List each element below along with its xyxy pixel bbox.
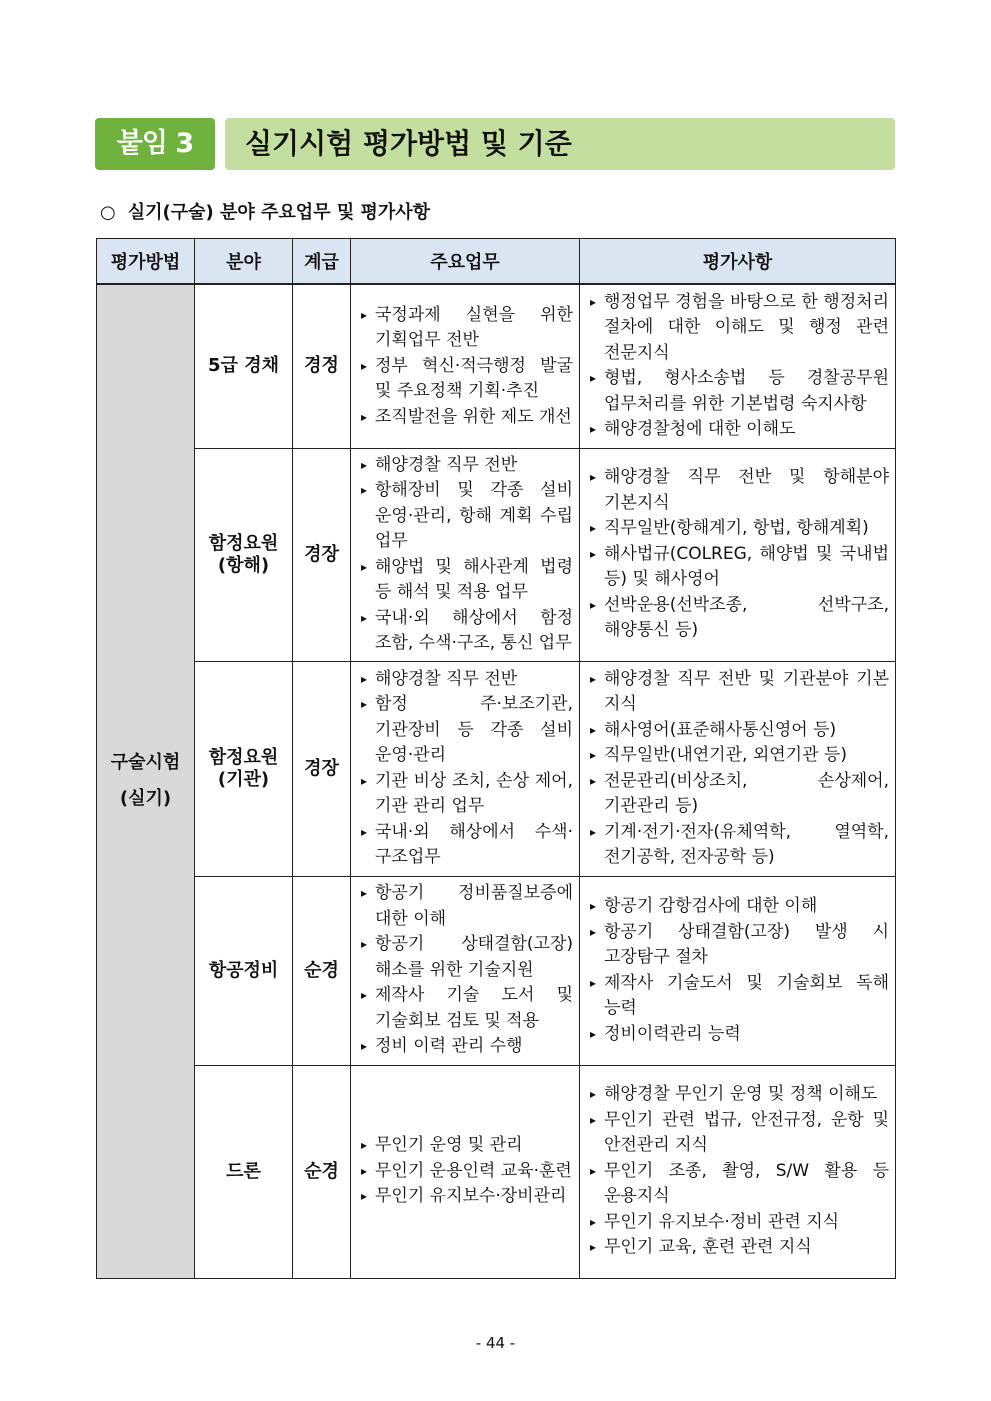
attachment-tag: 붙임 3	[95, 118, 215, 170]
grade-cell: 순경	[293, 1065, 351, 1278]
field-label: 드론	[226, 1160, 261, 1182]
grade-cell: 순경	[293, 876, 351, 1065]
duties-cell	[351, 1065, 580, 1278]
col-header-criteria: 평가사항	[580, 239, 896, 285]
table-row	[97, 448, 896, 661]
grade-cell: 경장	[293, 661, 351, 876]
subtitle	[100, 198, 430, 224]
list-item: ▸ 항해장비 및 각종 설비 운영·관리, 항해 계획 수립 업무	[361, 478, 573, 555]
list-item: ▸ 해양경찰 직무 전반 및 기관분야 기본 지식	[590, 667, 889, 718]
list-item: ▸ 조직발전을 위한 제도 개선	[361, 405, 573, 431]
section-title: 실기시험 평가방법 및 기준	[225, 118, 895, 170]
list-item: ▸ 무인기 교육, 훈련 관련 지식	[590, 1235, 889, 1261]
list-item: ▸ 해양경찰 직무 전반	[361, 453, 573, 479]
list-item: ▸ 해사법규(COLREG, 해양법 및 국내법 등) 및 해사영어	[590, 542, 889, 593]
list-item: ▸ 해양경찰청에 대한 이해도	[590, 417, 889, 443]
method-line: (실기)	[119, 788, 172, 810]
list-item: ▸ 항공기 상태결함(고장) 해소를 위한 기술지원	[361, 932, 573, 983]
list-item: ▸ 직무일반(내연기관, 외연기관 등)	[590, 743, 889, 769]
list-item: ▸ 무인기 운용인력 교육·훈련	[361, 1159, 573, 1185]
criteria-cell	[580, 661, 896, 876]
table-row	[97, 876, 896, 1065]
criteria-cell	[580, 448, 896, 661]
list-item: ▸ 기관 비상 조치, 손상 제어, 기관 관리 업무	[361, 769, 573, 820]
list-item: ▸ 해양법 및 해사관계 법령 등 해석 및 적용 업무	[361, 555, 573, 606]
list-item: ▸ 제작사 기술도서 및 기술회보 독해 능력	[590, 971, 889, 1022]
list-item: ▸ 해양경찰 직무 전반	[361, 667, 573, 693]
circle-bullet: ○	[100, 202, 116, 223]
criteria-cell	[580, 1065, 896, 1278]
table-row	[97, 284, 896, 448]
subtitle-text: 실기(구술) 분야 주요업무 및 평가사항	[127, 202, 431, 223]
grade-cell: 경정	[293, 284, 351, 448]
criteria-cell	[580, 284, 896, 448]
list-item: ▸ 해사영어(표준해사통신영어 등)	[590, 718, 889, 744]
col-header-method: 평가방법	[97, 239, 195, 285]
field-label: 함정요원	[208, 746, 279, 768]
field-cell	[195, 1065, 293, 1278]
list-item: ▸ 정비이력관리 능력	[590, 1022, 889, 1048]
duties-cell	[351, 876, 580, 1065]
grade-cell: 경장	[293, 448, 351, 661]
field-cell	[195, 876, 293, 1065]
field-cell	[195, 661, 293, 876]
list-item: ▸ 전문관리(비상조치, 손상제어, 기관관리 등)	[590, 769, 889, 820]
list-item: ▸ 무인기 운영 및 관리	[361, 1133, 573, 1159]
field-label: 항공정비	[208, 959, 279, 981]
duties-cell	[351, 448, 580, 661]
col-header-grade: 계급	[293, 239, 351, 285]
page-number: - 44 -	[475, 1334, 516, 1352]
section-header	[95, 118, 895, 170]
field-label: 함정요원	[208, 532, 279, 554]
list-item: ▸ 항공기 상태결함(고장) 발생 시 고장탐구 절차	[590, 920, 889, 971]
col-header-field: 분야	[195, 239, 293, 285]
list-item: ▸ 항공기 정비품질보증에 대한 이해	[361, 881, 573, 932]
col-header-duties: 주요업무	[351, 239, 580, 285]
table-row	[97, 661, 896, 876]
criteria-cell	[580, 876, 896, 1065]
list-item: ▸ 국정과제 실현을 위한 기획업무 전반	[361, 303, 573, 354]
list-item: ▸ 국내·외 해상에서 함정 조함, 수색·구조, 통신 업무	[361, 606, 573, 657]
list-item: ▸ 무인기 조종, 촬영, S/W 활용 등 운용지식	[590, 1159, 889, 1210]
list-item: ▸ 선박운용(선박조종, 선박구조, 해양통신 등)	[590, 593, 889, 644]
list-item: ▸ 해양경찰 직무 전반 및 항해분야 기본지식	[590, 465, 889, 516]
list-item: ▸ 정부 혁신·적극행정 발굴 및 주요정책 기획·추진	[361, 354, 573, 405]
table-row	[97, 1065, 896, 1278]
list-item: ▸ 함정 주·보조기관, 기관장비 등 각종 설비 운영·관리	[361, 692, 573, 769]
list-item: ▸ 무인기 관련 법규, 안전규정, 운항 및 안전관리 지식	[590, 1108, 889, 1159]
field-label: 5급 경채	[208, 355, 279, 377]
field-label: (기관)	[217, 768, 270, 790]
table-header-row	[97, 239, 896, 285]
list-item: ▸ 무인기 유지보수·정비 관련 지식	[590, 1210, 889, 1236]
list-item: ▸ 행정업무 경험을 바탕으로 한 행정처리 절차에 대한 이해도 및 행정 관련 전문지식	[590, 290, 889, 367]
field-label: (항해)	[217, 554, 270, 576]
list-item: ▸ 기계·전기·전자(유체역학, 열역학, 전기공학, 전자공학 등)	[590, 820, 889, 871]
field-cell	[195, 448, 293, 661]
duties-cell	[351, 661, 580, 876]
list-item: ▸ 국내·외 해상에서 수색·구조업무	[361, 820, 573, 871]
list-item: ▸ 직무일반(항해계기, 항법, 항해계획)	[590, 516, 889, 542]
list-item: ▸ 해양경찰 무인기 운영 및 정책 이해도	[590, 1082, 889, 1108]
duties-cell	[351, 284, 580, 448]
list-item: ▸ 제작사 기술 도서 및 기술회보 검토 및 적용	[361, 983, 573, 1034]
list-item: ▸ 형법, 형사소송법 등 경찰공무원 업무처리를 위한 기본법령 숙지사항	[590, 366, 889, 417]
evaluation-table	[96, 238, 896, 1279]
list-item: ▸ 무인기 유지보수·장비관리	[361, 1184, 573, 1210]
list-item: ▸ 정비 이력 관리 수행	[361, 1034, 573, 1060]
list-item: ▸ 항공기 감항검사에 대한 이해	[590, 894, 889, 920]
field-cell	[195, 284, 293, 448]
method-line: 구술시험	[110, 752, 181, 774]
method-cell	[97, 284, 195, 1278]
